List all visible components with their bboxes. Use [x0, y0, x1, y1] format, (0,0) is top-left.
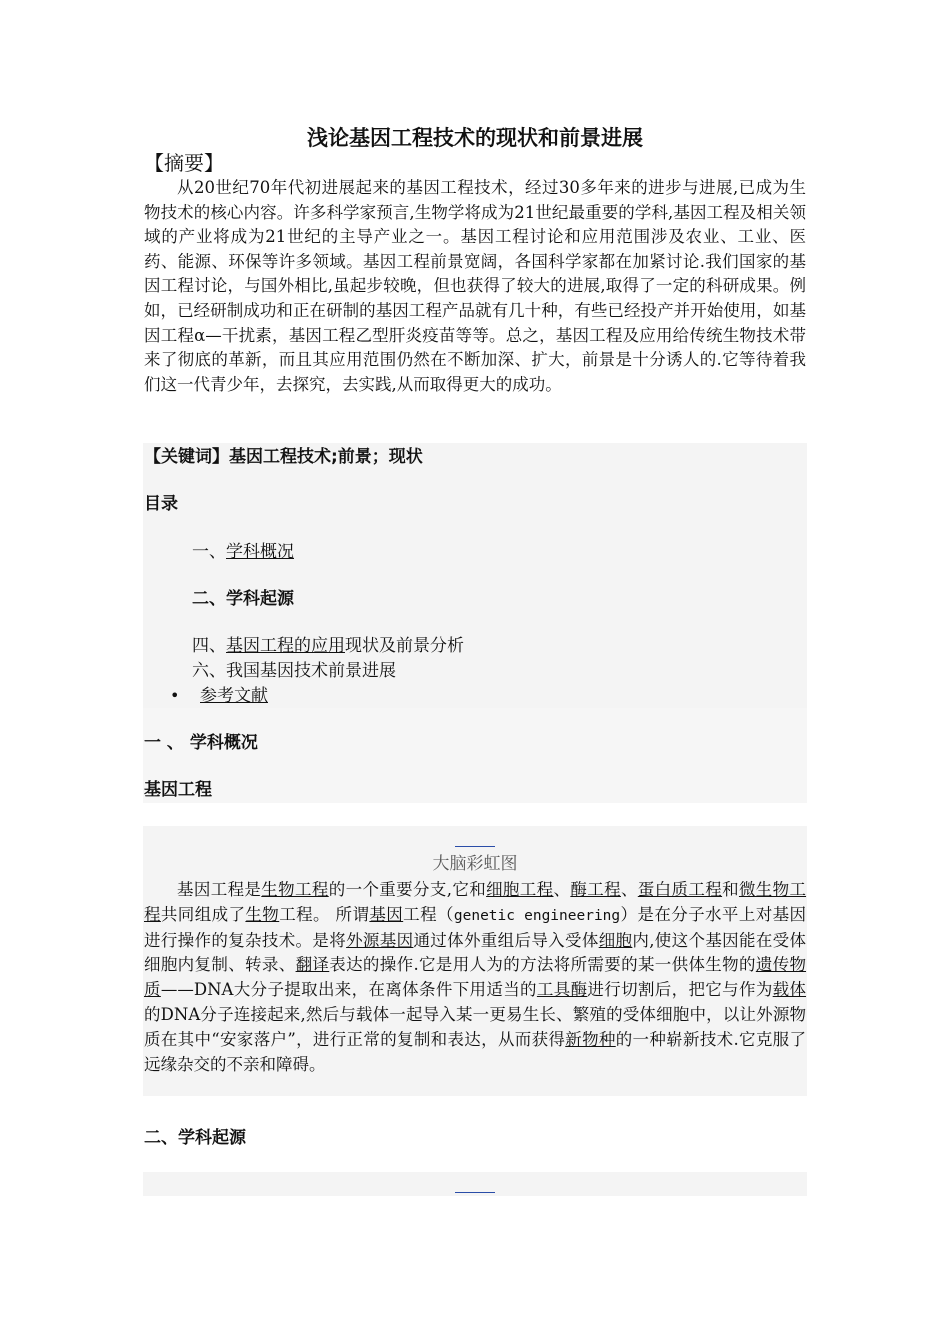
toc-item-4	[192, 634, 464, 658]
section1-heading: 一 、 学科概况	[144, 733, 258, 753]
toc-item-4-suffix: 现状及前景分析	[345, 636, 464, 656]
english-term: genetic engineering	[453, 907, 621, 924]
image-placeholder-link-2[interactable]	[455, 1192, 495, 1193]
link-cell[interactable]: 细胞	[598, 930, 633, 950]
toc-link-references[interactable]: 参考文献	[200, 686, 268, 706]
section2-heading: 二、学科起源	[144, 1128, 246, 1148]
text-run: 表达的操作.它是用人为的方法将所需要的某一供体生物的	[329, 955, 756, 975]
toc-item-6: 六、我国基因技术前景进展	[192, 661, 396, 681]
image-placeholder-link[interactable]	[455, 846, 495, 847]
link-new-species[interactable]: 新物种	[565, 1029, 616, 1049]
link-cell-engineering[interactable]: 细胞工程	[486, 880, 554, 899]
text-run: 基因工程是	[177, 880, 262, 899]
text-run: ）是在分子水平上对基因进行操作的复杂技术。是将	[144, 904, 807, 950]
text-run: 的一种崭新技术.它克服了远缘杂交的不亲和障碍。	[144, 1029, 807, 1074]
toc-item-1	[192, 540, 294, 564]
text-run: 共同组成了	[160, 904, 246, 924]
text-run: 、	[553, 880, 571, 899]
text-run: 工程（	[403, 904, 454, 924]
link-biology[interactable]: 生物	[245, 904, 280, 924]
toc-item-4-prefix: 四、	[192, 636, 226, 656]
keywords-line: 【关键词】基因工程技术;前景；现状	[144, 447, 423, 467]
abstract-heading: 【摘要】	[144, 151, 224, 175]
link-foreign-gene[interactable]: 外源基因	[346, 930, 414, 950]
link-vector[interactable]: 载体	[772, 980, 807, 1000]
text-run: 进行切割后，把它与作为	[587, 980, 773, 1000]
link-bioengineering[interactable]: 生物工程	[261, 880, 329, 899]
text-run: ——DNA大分子提取出来，在离体条件下用适当的	[160, 980, 537, 1000]
text-run: 通过体外重组后导入受体	[413, 930, 599, 950]
image-caption: 大脑彩虹图	[432, 854, 518, 874]
text-run: 的DNA分子连接起来,然后与载体一起导入某一更易生长、繁殖的受体细胞中，以让外源物质在其中“安家落户”，进行正常的复制和表达，从而获得	[144, 1004, 806, 1049]
link-enzyme-engineering[interactable]: 酶工程	[570, 880, 621, 899]
toc-item-1-prefix: 一、	[192, 542, 226, 562]
toc-item-2: 二、学科起源	[192, 589, 294, 609]
link-translation[interactable]: 翻译	[295, 955, 330, 975]
toc-link-overview[interactable]: 学科概况	[226, 542, 294, 562]
section1-subheading: 基因工程	[144, 780, 212, 800]
link-microbial-engineering[interactable]: 微生物工程	[144, 880, 807, 924]
document-title: 浅论基因工程技术的现状和前景进展	[307, 126, 643, 150]
text-run: 和	[722, 880, 739, 899]
abstract-text: 从20世纪70年代初进展起来的基因工程技术，经过30多年来的进步与进展,已成为生物技术的核心内容。许多科学家预言,生物学将成为21世纪最重要的学科,基因工程及相关领域的产业将成为21世纪的主导产业之一。基因工程讨论和应用范围涉及农业、工业、医药、能源、环保等许多领域。基因工程前景宽阔，各国科学家都在加紧讨论.我们国家的基因工程讨论，与国外相比,虽起步较晚，但也获得了较大的进展,取得了一定的科研成果。例如，已经研制成功和正在研制的基因工程产品就有几十种，有些已经投产并开始使用，如基因工程α—干扰素，基因工程乙型肝炎疫苗等等。总之，基因工程及应用给传统生物技术带来了彻底的革新，而且其应用范围仍然在不断加深、扩大，前景是十分诱人的.它等待着我们这一代青少年，去探究，去实践,从而取得更大的成功。	[144, 178, 806, 394]
text-run: 内,使这个基因能在受体细胞内复制、转录、	[144, 930, 807, 975]
section1-background	[143, 708, 807, 803]
gene-engineering-paragraph	[144, 878, 806, 1077]
link-protein-engineering[interactable]: 蛋白质工程	[637, 880, 723, 899]
toc-link-application[interactable]: 基因工程的应用	[226, 636, 345, 656]
link-genetic-material[interactable]: 遗传物质	[144, 955, 807, 1000]
link-tool-enzyme[interactable]: 工具酶	[536, 980, 588, 1000]
text-run: 的一个重要分支,它和	[328, 880, 487, 899]
toc-heading: 目录	[144, 494, 178, 514]
text-run: 工程。 所谓	[279, 904, 370, 924]
link-gene[interactable]: 基因	[369, 904, 404, 924]
list-bullet: •	[170, 686, 180, 705]
text-run: 、	[620, 880, 638, 899]
